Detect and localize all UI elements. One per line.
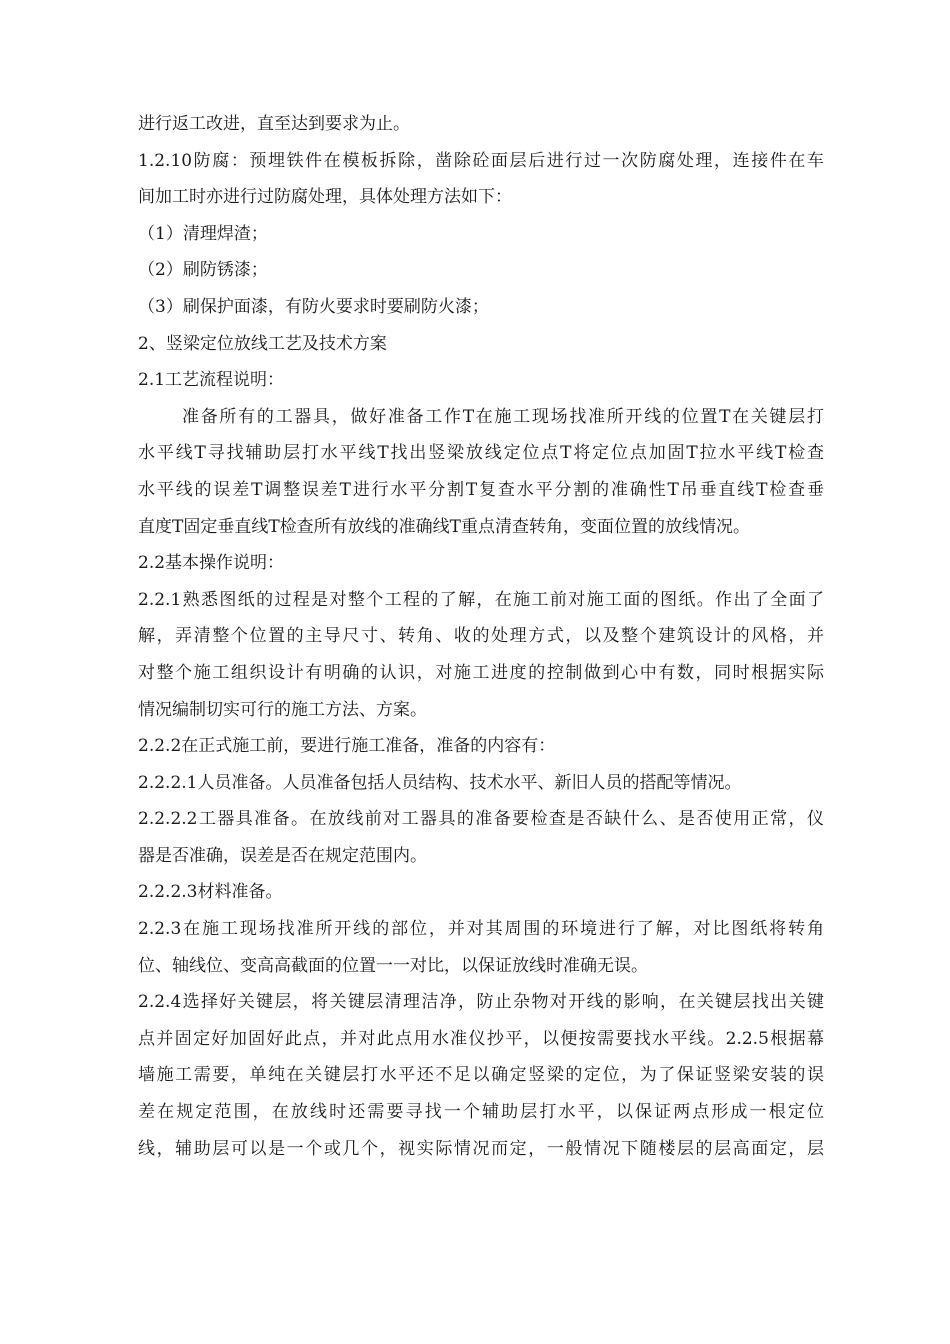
text-line: 差在规定范围，在放线时还需要寻找一个辅助层打水平，以保证两点形成一根定位 — [138, 1102, 824, 1123]
list-item: （3）刷保护面漆，有防火要求时要刷防火漆； — [138, 296, 489, 317]
document-body — [138, 106, 824, 1167]
section-heading: 2、竖梁定位放线工艺及技术方案 — [138, 333, 387, 354]
text-line: 位、轴线位、变高高截面的位置一一对比，以保证放线时准确无误。 — [138, 955, 648, 976]
list-item: （1）清理焊渣； — [138, 223, 268, 244]
text-line: 2.2.4选择好关键层，将关键层清理洁净，防止杂物对开线的影响，在关键层找出关键 — [138, 992, 824, 1013]
text-line: 器是否准确，误差是否在规定范围内。 — [138, 845, 427, 866]
text-line: 直度T固定垂直线T检查所有放线的准确线T重点清查转角，变面位置的放线情况。 — [138, 516, 751, 537]
text-line: 2.2.2在正式施工前，要进行施工准备，准备的内容有： — [138, 736, 556, 757]
text-line: 点并固定好加固好此点，并对此点用水准仪抄平，以便按需要找水平线。2.2.5根据幕 — [138, 1028, 824, 1049]
text-line: 1.2.10防腐：预埋铁件在模板拆除，凿除砼面层后进行过一次防腐处理，连接件在车 — [138, 150, 824, 171]
subsection-heading: 2.2基本操作说明： — [138, 553, 285, 574]
text-line: 水平线T寻找辅助层打水平线T找出竖梁放线定位点T将定位点加固T拉水平线T检查 — [138, 443, 824, 464]
text-line: 进行返工改进，直至达到要求为止。 — [138, 114, 410, 134]
text-line: 墙施工需要，单纯在关键层打水平还不足以确定竖梁的定位，为了保证竖梁安装的误 — [138, 1065, 824, 1086]
text-line: 2.2.2.3材料准备。 — [138, 882, 283, 903]
text-line: 间加工时亦进行过防腐处理，具体处理方法如下： — [138, 187, 512, 208]
text-line: 2.2.3在施工现场找准所开线的部位，并对其周围的环境进行了解，对比图纸将转角 — [138, 919, 824, 940]
text-line: 2.2.2.2工器具准备。在放线前对工器具的准备要检查是否缺什么、是否使用正常，仪 — [138, 809, 824, 830]
list-item: （2）刷防锈漆； — [138, 260, 268, 281]
text-line: 2.2.2.1人员准备。人员准备包括人员结构、技术水平、新旧人员的搭配等情况。 — [138, 772, 742, 793]
text-line: 水平线的误差T调整误差T进行水平分割T复查水平分割的准确性T吊垂直线T检查垂 — [138, 479, 824, 500]
subsection-heading: 2.1工艺流程说明： — [138, 370, 285, 391]
text-line: 对整个施工组织设计有明确的认识，对施工进度的控制做到心中有数，同时根据实际 — [138, 662, 824, 683]
text-line: 线，辅助层可以是一个或几个，视实际情况而定，一般情况下随楼层的层高面定，层 — [138, 1138, 824, 1159]
text-line: 2.2.1熟悉图纸的过程是对整个工程的了解，在施工前对施工面的图纸。作出了全面了 — [138, 589, 824, 610]
text-line: 情况编制切实可行的施工方法、方案。 — [138, 699, 427, 720]
text-line: 准备所有的工器具，做好准备工作T在施工现场找准所开线的位置T在关键层打 — [182, 406, 824, 427]
text-line: 解，弄清整个位置的主导尺寸、转角、收的处理方式，以及整个建筑设计的风格，并 — [138, 626, 824, 647]
